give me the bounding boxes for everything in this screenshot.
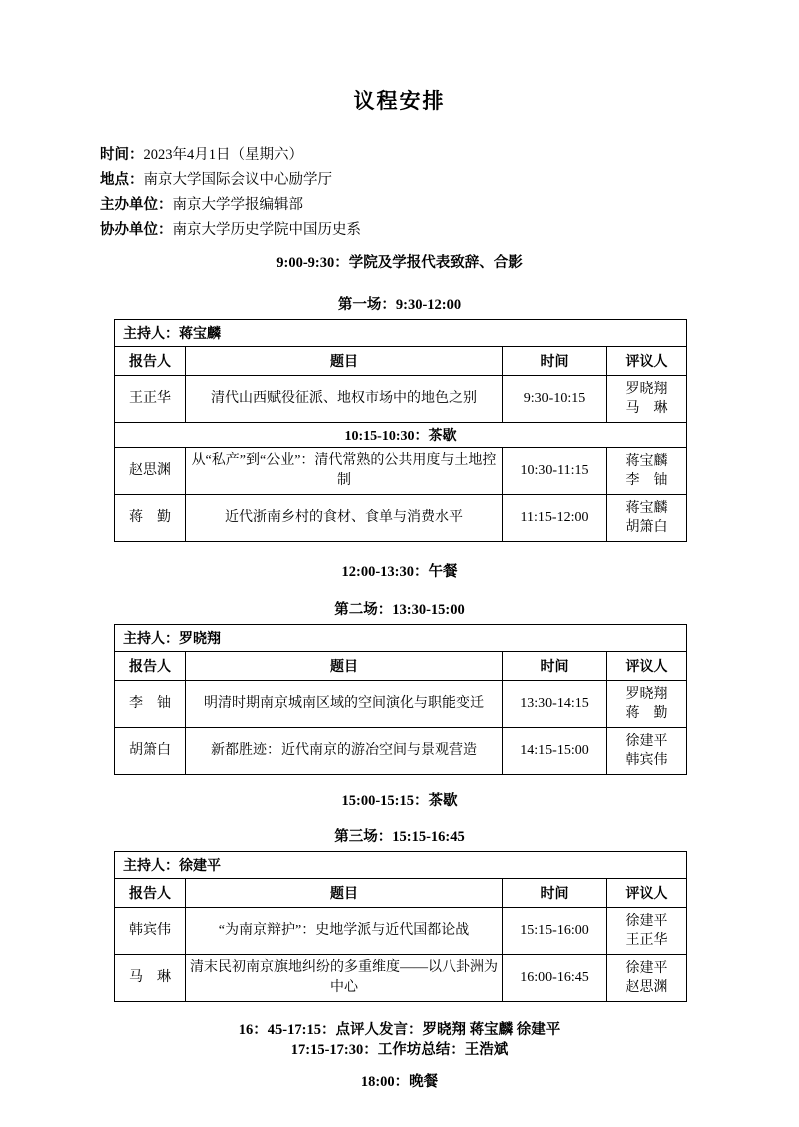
discussant-name: 蒋 勤	[625, 706, 668, 721]
tea-break-line: 15:00-15:15：茶歇	[341, 793, 458, 809]
col-header-discussant: 评议人	[607, 347, 687, 376]
talk-title-cell: 明清时期南京城南区域的空间演化与职能变迁	[186, 681, 503, 728]
discussant-name: 李 铀	[625, 473, 668, 488]
session-3-heading: 第三场：15:15-16:45	[334, 829, 465, 845]
discussant-name: 胡箫白	[625, 520, 668, 535]
col-header-title: 题目	[186, 652, 503, 681]
session-1-heading: 第一场：9:30-12:00	[337, 297, 462, 313]
table-row	[115, 908, 687, 955]
discussant-name: 王正华	[625, 933, 668, 948]
discussant-name: 徐建平	[625, 961, 668, 976]
table-row	[115, 376, 687, 423]
table-row	[115, 448, 687, 495]
speaker-cell: 蒋 勤	[115, 495, 186, 542]
table-row	[115, 681, 687, 728]
time-cell: 10:30-11:15	[503, 448, 607, 495]
time-cell: 16:00-16:45	[503, 955, 607, 1002]
page-title: 议程安排	[353, 89, 446, 113]
speaker-cell: 胡箫白	[115, 728, 186, 775]
discussants-cell	[607, 681, 687, 728]
meta-block	[100, 143, 799, 243]
discussants-cell	[607, 728, 687, 775]
discussants-cell	[607, 448, 687, 495]
speaker-cell: 马 琳	[115, 955, 186, 1002]
table-row	[115, 955, 687, 1002]
talk-title-cell: 从“私产”到“公业”：清代常熟的公共用度与土地控制	[186, 448, 503, 495]
session-1-header-row	[115, 347, 687, 376]
speaker-cell: 赵思渊	[115, 448, 186, 495]
session-1-chair-row	[115, 320, 687, 347]
session-2-heading: 第二场：13:30-15:00	[334, 602, 465, 618]
discussant-name: 罗晓翔	[625, 382, 668, 397]
talk-title-cell: “为南京辩护”：史地学派与近代国都论战	[186, 908, 503, 955]
discussant-name: 赵思渊	[625, 980, 668, 995]
session-1-chair: 主持人：蒋宝麟	[115, 320, 687, 347]
meta-line-location	[100, 168, 799, 193]
meta-value-cohost: 南京大学历史学院中国历史系	[172, 222, 361, 238]
meta-label-host: 主办单位：	[100, 197, 173, 213]
session-2-header-row	[115, 652, 687, 681]
discussants-cell	[607, 376, 687, 423]
session-1-table	[114, 319, 687, 542]
session-2-table	[114, 624, 687, 775]
time-cell: 15:15-16:00	[503, 908, 607, 955]
meta-line-cohost	[100, 218, 799, 243]
col-header-speaker: 报告人	[115, 652, 186, 681]
session-3-chair: 主持人：徐建平	[115, 852, 687, 879]
tea-break-text: 10:15-10:30：茶歇	[115, 423, 687, 448]
meta-label-location: 地点：	[100, 172, 144, 188]
col-header-speaker: 报告人	[115, 879, 186, 908]
discussant-name: 徐建平	[625, 734, 668, 749]
table-row	[115, 495, 687, 542]
summary-line: 17:15-17:30：工作坊总结：王浩斌	[290, 1042, 509, 1058]
commentators-line: 16：45-17:15：点评人发言：罗晓翔 蒋宝麟 徐建平	[238, 1022, 561, 1038]
discussant-name: 徐建平	[625, 914, 668, 929]
meta-value-location: 南京大学国际会议中心励学厅	[143, 172, 332, 188]
col-header-speaker: 报告人	[115, 347, 186, 376]
table-row	[115, 728, 687, 775]
time-cell: 11:15-12:00	[503, 495, 607, 542]
discussants-cell	[607, 955, 687, 1002]
col-header-title: 题目	[186, 347, 503, 376]
talk-title-cell: 清代山西赋役征派、地权市场中的地色之别	[186, 376, 503, 423]
discussant-name: 蒋宝麟	[625, 454, 668, 469]
speaker-cell: 李 铀	[115, 681, 186, 728]
col-header-title: 题目	[186, 879, 503, 908]
col-header-time: 时间	[503, 879, 607, 908]
opening-ceremony-line: 9:00-9:30：学院及学报代表致辞、合影	[276, 255, 523, 271]
col-header-time: 时间	[503, 652, 607, 681]
session-2-chair: 主持人：罗晓翔	[115, 625, 687, 652]
discussant-name: 马 琳	[625, 401, 668, 416]
lunch-line: 12:00-13:30：午餐	[341, 564, 458, 580]
time-cell: 9:30-10:15	[503, 376, 607, 423]
meta-label-time: 时间：	[100, 147, 144, 163]
talk-title-cell: 新都胜迹：近代南京的游冶空间与景观营造	[186, 728, 503, 775]
discussant-name: 蒋宝麟	[625, 501, 668, 516]
tea-break-row	[115, 423, 687, 448]
col-header-discussant: 评议人	[607, 879, 687, 908]
time-cell: 13:30-14:15	[503, 681, 607, 728]
time-cell: 14:15-15:00	[503, 728, 607, 775]
meta-label-cohost: 协办单位：	[100, 222, 173, 238]
meta-value-time: 2023年4月1日（星期六）	[143, 147, 303, 163]
meta-line-host	[100, 193, 799, 218]
talk-title-cell: 近代浙南乡村的食材、食单与消费水平	[186, 495, 503, 542]
discussants-cell	[607, 908, 687, 955]
session-3-chair-row	[115, 852, 687, 879]
meta-value-host: 南京大学学报编辑部	[172, 197, 303, 213]
discussant-name: 罗晓翔	[625, 687, 668, 702]
speaker-cell: 韩宾伟	[115, 908, 186, 955]
talk-title-cell: 清末民初南京旗地纠纷的多重维度——以八卦洲为中心	[186, 955, 503, 1002]
discussant-name: 韩宾伟	[625, 753, 668, 768]
session-3-table	[114, 851, 687, 1002]
session-3-header-row	[115, 879, 687, 908]
dinner-line: 18:00：晚餐	[360, 1074, 439, 1090]
session-2-chair-row	[115, 625, 687, 652]
col-header-time: 时间	[503, 347, 607, 376]
col-header-discussant: 评议人	[607, 652, 687, 681]
speaker-cell: 王正华	[115, 376, 186, 423]
closing-block	[0, 1020, 799, 1060]
discussants-cell	[607, 495, 687, 542]
meta-line-time	[100, 143, 799, 168]
